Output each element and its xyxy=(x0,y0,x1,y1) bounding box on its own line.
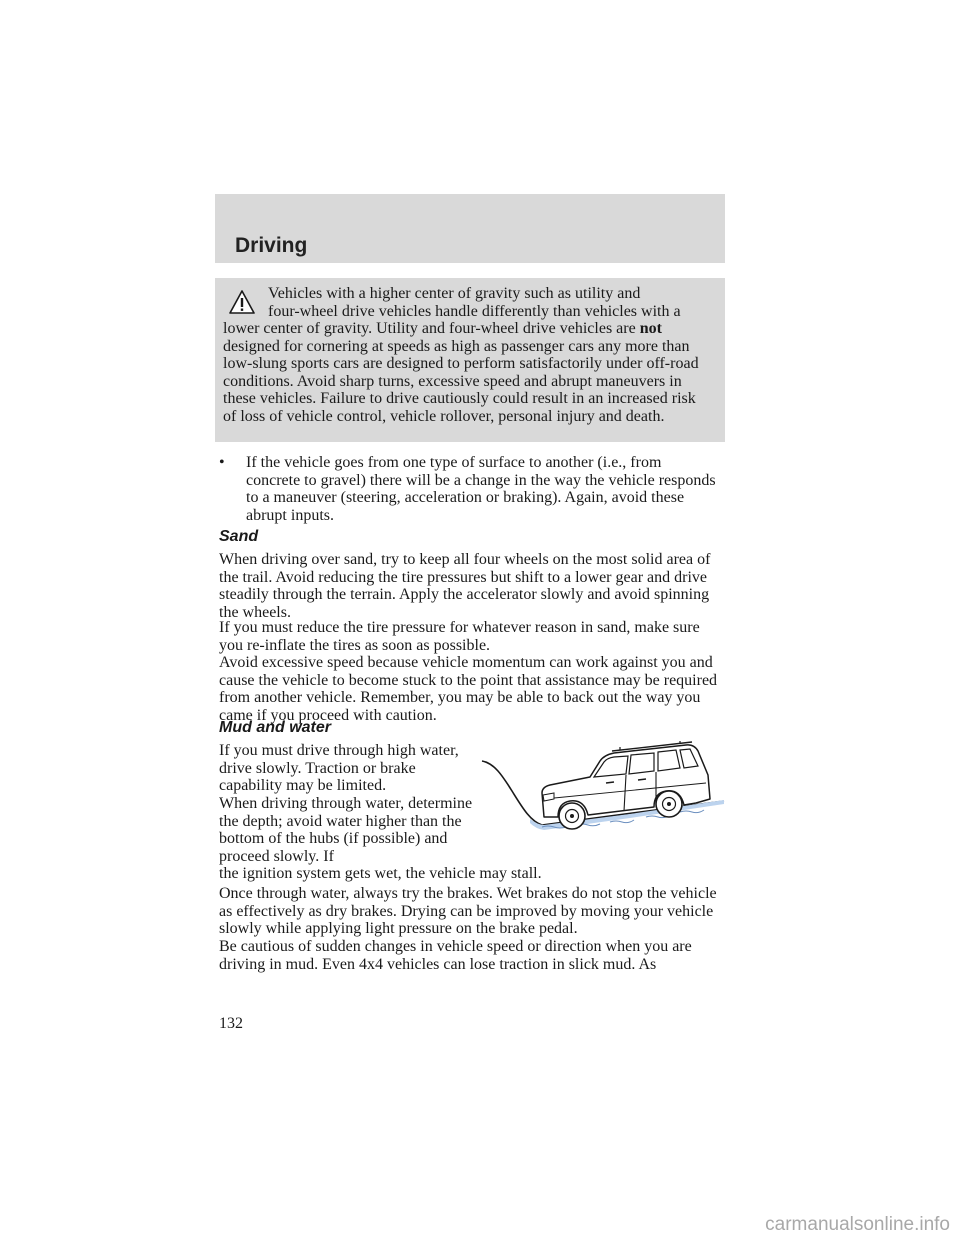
suv-in-water-illustration xyxy=(480,741,725,841)
sand-heading: Sand xyxy=(219,528,259,545)
warning-box xyxy=(215,278,725,442)
warning-bold-word: not xyxy=(639,320,662,337)
warning-text-before-bold: lower center of gravity. Utility and four-wheel drive vehicles are xyxy=(223,320,640,337)
warning-line-1: Vehicles with a higher center of gravity such as utility and xyxy=(268,285,641,302)
mud-paragraph-2-end: the ignition system gets wet, the vehicle may stall. xyxy=(219,865,542,882)
warning-line-2: four-wheel drive vehicles handle differently than vehicles with a xyxy=(268,302,681,320)
bullet-mark: • xyxy=(219,454,225,471)
mud-paragraph-1: If you must drive through high water, drive slowly. Traction or brake capability may be limited. xyxy=(219,742,459,794)
sand-paragraph-3: Avoid excessive speed because vehicle momentum can work against you and cause the vehicle to become stuck to the point that assistance may be required from another vehicle. Remember, you may be able to back out the way you came if you proceed with caution. xyxy=(219,654,718,724)
warning-text xyxy=(223,285,713,425)
bullet-item xyxy=(219,454,719,524)
mud-water-heading: Mud and water xyxy=(219,719,332,736)
mud-paragraph-3: Once through water, always try the brakes. Wet brakes do not stop the vehicle as effectively as dry brakes. Drying can be improved by moving your vehicle slowly while applying light pressure on the brake pedal. xyxy=(219,885,717,937)
mud-paragraph-4: Be cautious of sudden changes in vehicle speed or direction when you are driving in mud. Even 4x4 vehicles can lose traction in slick mud. As xyxy=(219,938,692,973)
section-title: Driving xyxy=(235,234,308,257)
bullet-text: If the vehicle goes from one type of surface to another (i.e., from concrete to gravel) there will be a change in the way the vehicle responds to a maneuver (steering, acceleration or braking). Again, avoid these abrupt inputs. xyxy=(246,454,716,524)
mud-paragraph-2: When driving through water, determine the depth; avoid water higher than the bottom of the hubs (if possible) and proceed slowly. If xyxy=(219,795,473,865)
section-header xyxy=(215,194,725,263)
watermark: carmanualsonline.info xyxy=(765,1214,950,1235)
page-number: 132 xyxy=(219,1015,243,1032)
warning-text-after-bold: designed for cornering at speeds as high as passenger cars any more than low-slung sports cars are designed to perform satisfactorily under off-road conditions. Avoid sharp turns, excessive speed and abrupt maneuvers in these vehicles. Failure to drive cautiously could result in an increased risk of loss of vehicle control, vehicle rollover, personal injury and death. xyxy=(223,337,699,425)
sand-paragraph-2: If you must reduce the tire pressure for whatever reason in sand, make sure you re-inflate the tires as soon as possible. xyxy=(219,619,700,654)
sand-paragraph-1: When driving over sand, try to keep all four wheels on the most solid area of the trail. Avoid reducing the tire pressures but shift to a lower gear and drive steadily through the terrain. Apply the accelerator slowly and avoid spinning the wheels. xyxy=(219,551,711,621)
